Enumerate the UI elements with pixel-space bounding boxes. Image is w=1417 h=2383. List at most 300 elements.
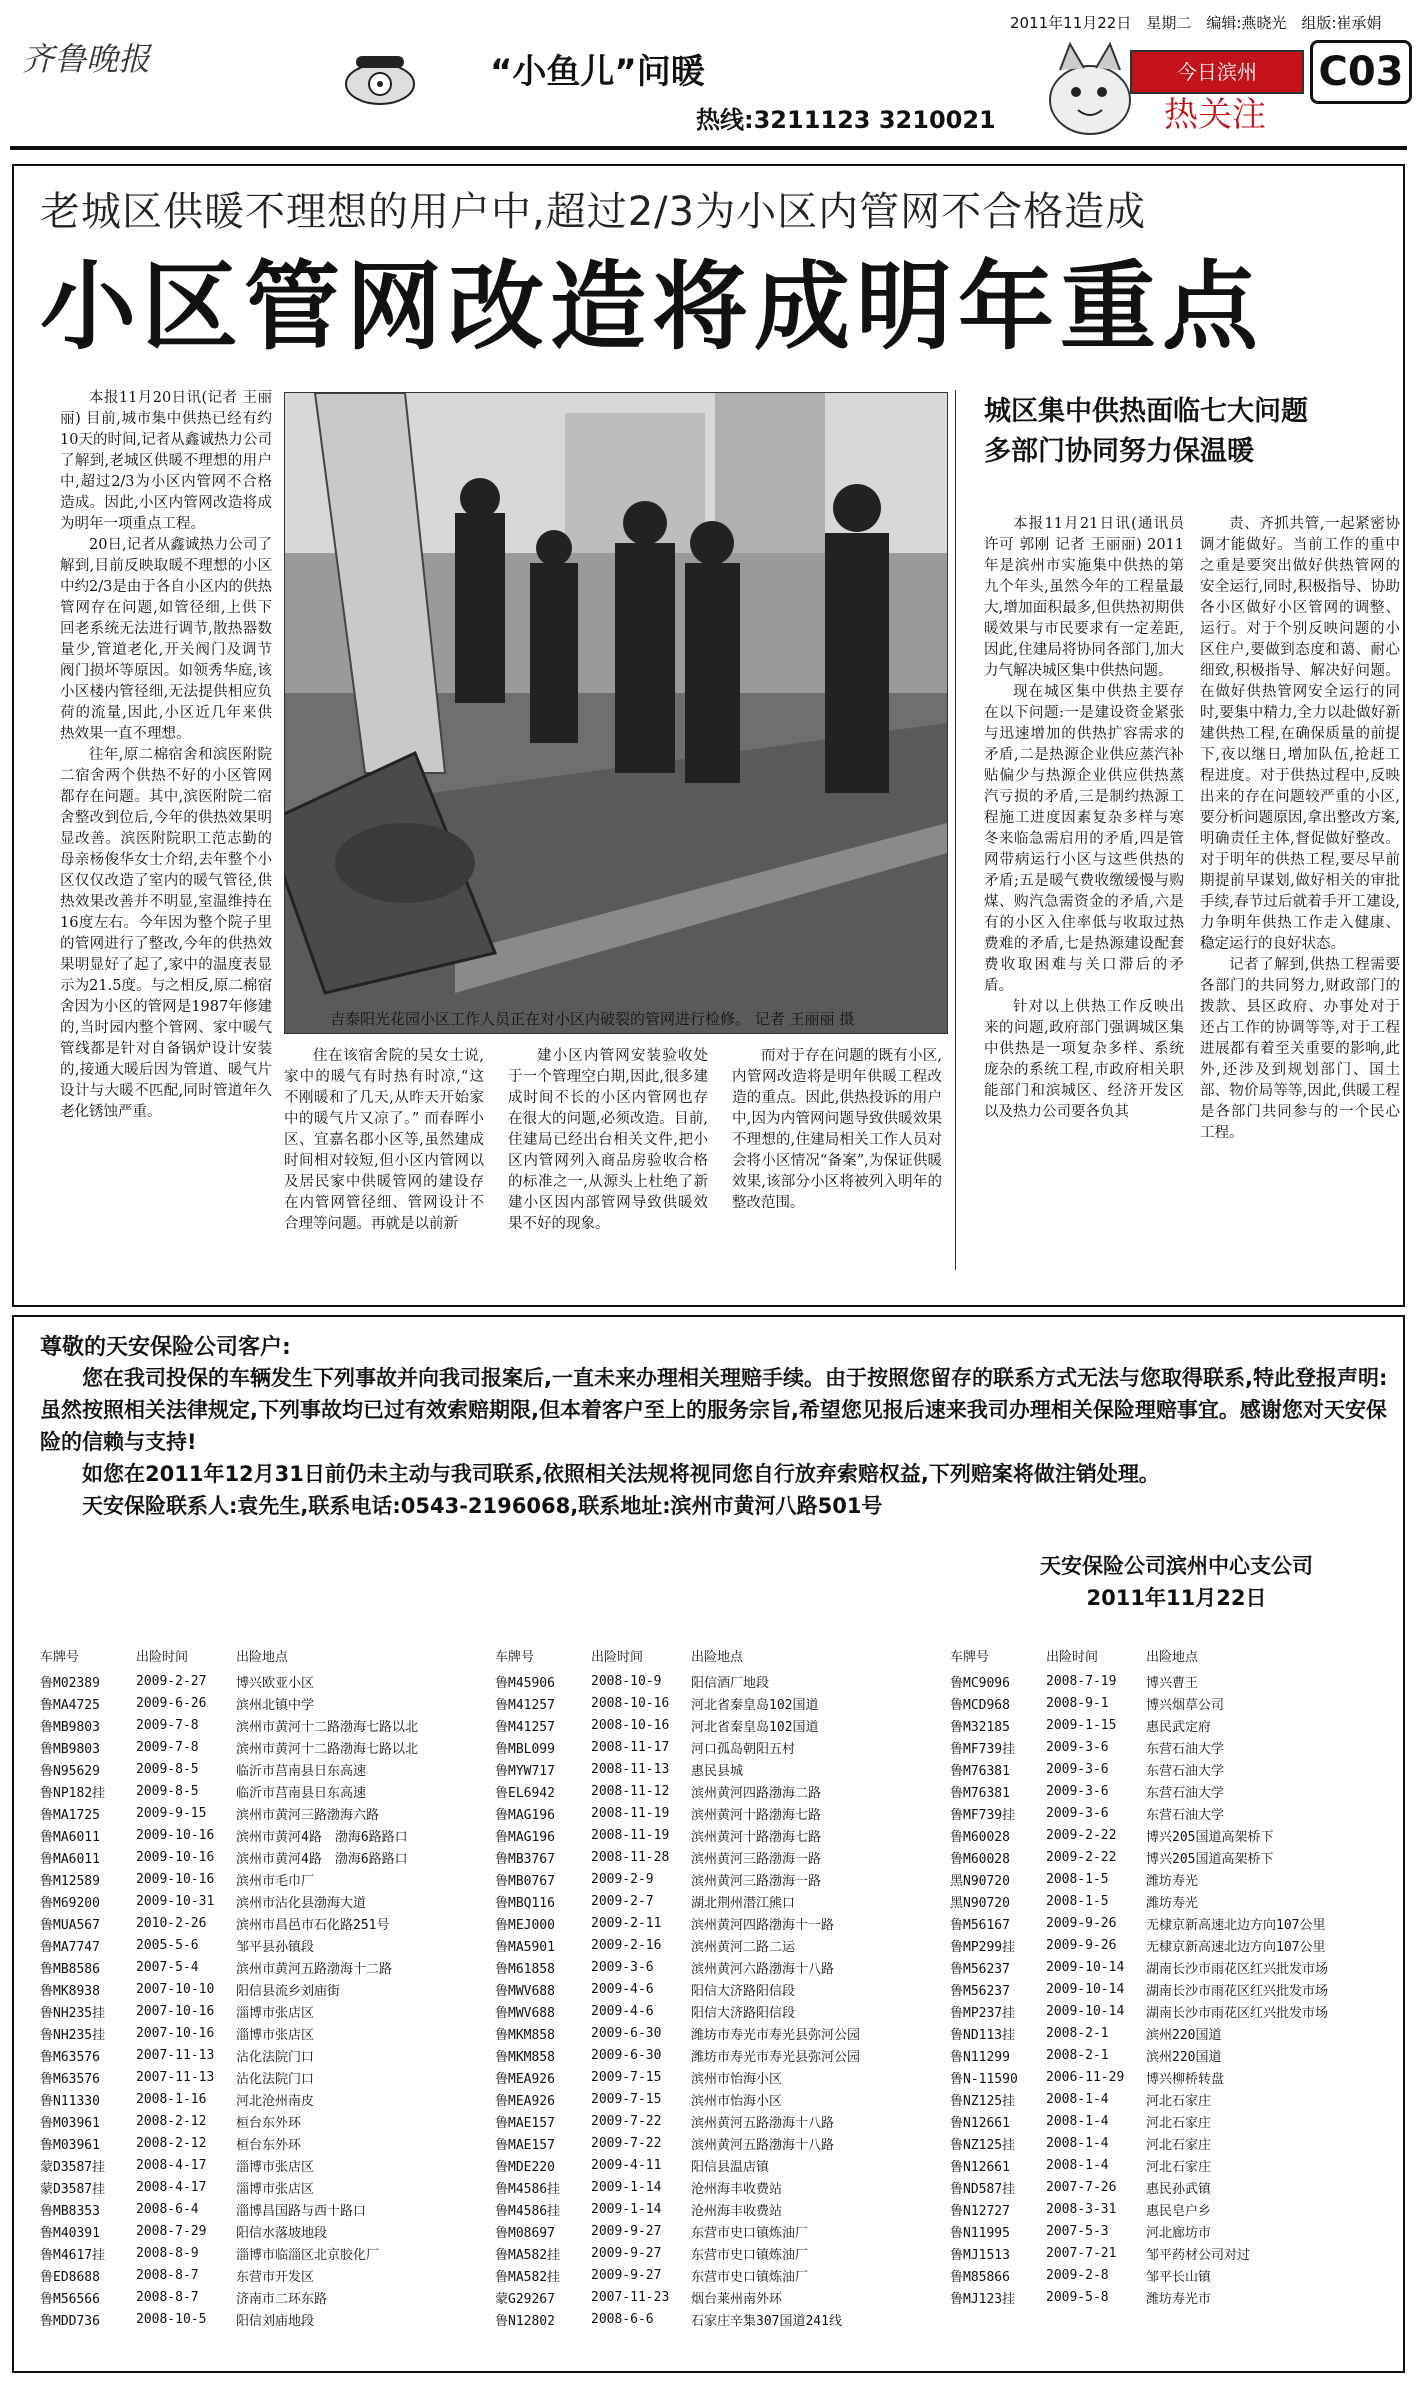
- accident-location: 滨州市毛巾厂: [236, 1873, 315, 1889]
- accident-location: 湖北荆州潜江熊口: [691, 1895, 796, 1911]
- plate-number: 鲁MBQ116: [495, 1895, 555, 1911]
- accident-date: 2008-10-9: [591, 1673, 662, 1689]
- accident-date: 2007-7-21: [1046, 2245, 1117, 2261]
- plate-number: 鲁MWV688: [495, 2005, 555, 2021]
- table-row: [40, 2044, 476, 2066]
- accident-date: 2008-3-31: [1046, 2201, 1117, 2217]
- accident-date: 2008-2-1: [1046, 2047, 1109, 2063]
- accident-date: 2007-11-13: [136, 2069, 215, 2085]
- accident-location: 湖南长沙市雨花区红兴批发市场: [1146, 2005, 1329, 2021]
- accident-date: 2009-4-6: [591, 1981, 654, 1997]
- notice-paragraph: 您在我司投保的车辆发生下列事故并向我司报案后,一直未来办理相关理赔手续。由于按照您留存的联系方式无法与您取得联系,特此登报声明:虽然按照相关法律规定,下列事故均已过有效索赔期限,但本着客户至上的服务宗旨,希望您见报后速来我司办理相关保险理赔事宜。感谢您对天安保险的信赖与支持!: [40, 1366, 1388, 1454]
- accident-date: 2009-7-15: [591, 2069, 662, 2085]
- accident-date: 2007-11-23: [591, 2289, 670, 2305]
- accident-location: 邹平药材公司对过: [1146, 2247, 1251, 2263]
- accident-date: 2009-9-15: [136, 1805, 207, 1821]
- accident-date: 2009-6-30: [591, 2025, 662, 2041]
- accident-location: 河北石家庄: [1146, 2093, 1212, 2109]
- table-row: [950, 2264, 1386, 2286]
- plate-number: 鲁MDD736: [40, 2313, 100, 2329]
- plate-number: 鲁MJ1513: [950, 2247, 1010, 2263]
- table-row: [40, 1846, 476, 1868]
- accident-location: 阳信水落坡地段: [236, 2225, 328, 2241]
- table-row: [950, 2022, 1386, 2044]
- accident-location: 阳信酒厂地段: [691, 1675, 770, 1691]
- table-row: [950, 2110, 1386, 2132]
- accident-date: 2008-10-16: [591, 1695, 670, 1711]
- accident-location: 滨州市沾化县渤海大道: [236, 1895, 367, 1911]
- accident-date: 2009-4-6: [591, 2003, 654, 2019]
- table-row: [495, 2066, 931, 2088]
- accident-location: 惠民县城: [691, 1763, 744, 1779]
- accident-location: 滨州黄河十路渤海七路: [691, 1829, 822, 1845]
- table-row: [40, 2264, 476, 2286]
- plate-number: 鲁MA7747: [40, 1939, 100, 1955]
- accident-location: 惠民孙武镇: [1146, 2181, 1212, 2197]
- table-row: [40, 2110, 476, 2132]
- plate-number: 鲁N12661: [950, 2159, 1010, 2175]
- accident-location: 潍坊市寿光市寿光县弥河公园: [691, 2027, 861, 2043]
- accident-date: 2009-10-16: [136, 1849, 215, 1865]
- accident-date: 2009-7-8: [136, 1717, 199, 1733]
- table-row: [495, 1934, 931, 1956]
- notice-greeting: 尊敬的天安保险公司客户:: [40, 1335, 291, 1360]
- accident-location: 滨州市黄河三路渤海六路: [236, 1807, 380, 1823]
- table-row: [495, 1802, 931, 1824]
- table-row: [40, 1912, 476, 1934]
- accident-location: 滨州黄河三路渤海一路: [691, 1851, 822, 1867]
- accident-date: 2009-7-22: [591, 2113, 662, 2129]
- table-row: [950, 1890, 1386, 1912]
- plate-number: 鲁N12802: [495, 2313, 555, 2329]
- plate-number: 蒙D3587挂: [40, 2181, 106, 2197]
- accident-location: 临沂市莒南县日东高速: [236, 1763, 367, 1779]
- table-row: [950, 2220, 1386, 2242]
- table-row: [40, 1736, 476, 1758]
- accident-date: 2009-2-27: [136, 1673, 207, 1689]
- accident-date: 2008-6-4: [136, 2201, 199, 2217]
- header-plate: 车牌号: [950, 1649, 990, 1665]
- table-row: [950, 1824, 1386, 1846]
- sidebar-column-2: [1200, 514, 1400, 1274]
- accident-location: 淄博市张店区: [236, 2181, 315, 2197]
- accident-location: 滨州黄河四路渤海十一路: [691, 1917, 835, 1933]
- accident-date: 2005-5-6: [136, 1937, 199, 1953]
- plate-number: 鲁M85866: [950, 2269, 1010, 2285]
- accident-location: 河口孤岛朝阳五村: [691, 1741, 796, 1757]
- header-rule: [10, 146, 1407, 150]
- accident-date: 2008-1-16: [136, 2091, 207, 2107]
- table-row: [495, 1670, 931, 1692]
- table-row: [950, 1736, 1386, 1758]
- plate-number: 鲁NZ125挂: [950, 2093, 1016, 2109]
- plate-number: 鲁MB0767: [495, 1873, 555, 1889]
- accident-location: 阳信县流乡刘庙街: [236, 1983, 341, 1999]
- section-hot-label: 热关注: [1164, 95, 1266, 135]
- table-row: [495, 2044, 931, 2066]
- accident-location: 河北廊坊市: [1146, 2225, 1212, 2241]
- accident-date: 2007-11-13: [136, 2047, 215, 2063]
- accident-date: 2009-9-26: [1046, 1937, 1117, 1953]
- table-row: [40, 1780, 476, 1802]
- table-row: [40, 2198, 476, 2220]
- plate-number: 鲁M76381: [950, 1785, 1010, 1801]
- header-plate: 车牌号: [40, 1649, 80, 1665]
- accident-location: 临沂市莒南县日东高速: [236, 1785, 367, 1801]
- plate-number: 鲁N11995: [950, 2225, 1010, 2241]
- plate-number: 鲁MEJ000: [495, 1917, 555, 1933]
- accident-date: 2009-9-27: [591, 2267, 662, 2283]
- plate-number: 鲁MP237挂: [950, 2005, 1016, 2021]
- plate-number: 鲁M63576: [40, 2049, 100, 2065]
- accident-location: 滨州市黄河4路 渤海6路路口: [236, 1829, 408, 1845]
- table-row: [495, 2176, 931, 2198]
- accident-date: 2008-9-1: [1046, 1695, 1109, 1711]
- article-column-2: [284, 1046, 484, 1286]
- plate-number: 鲁M08697: [495, 2225, 555, 2241]
- signer-org: 天安保险公司滨州中心支公司: [1040, 1554, 1313, 1578]
- accident-location: 惠民皂户乡: [1146, 2203, 1212, 2219]
- plate-number: 鲁M41257: [495, 1697, 555, 1713]
- table-row: [950, 1802, 1386, 1824]
- plate-number: 鲁MA6011: [40, 1851, 100, 1867]
- plate-number: 鲁M03961: [40, 2137, 100, 2153]
- accident-location: 阳信县温店镇: [691, 2159, 770, 2175]
- plate-number: 鲁M76381: [950, 1763, 1010, 1779]
- table-row: [950, 1868, 1386, 1890]
- table-row: [495, 2198, 931, 2220]
- accident-date: 2009-9-27: [591, 2245, 662, 2261]
- table-row: [950, 1956, 1386, 1978]
- plate-number: 鲁M56566: [40, 2291, 100, 2307]
- plate-number: 鲁M60028: [950, 1829, 1010, 1845]
- table-row: [950, 2198, 1386, 2220]
- article-paragraph: 而对于存在问题的既有小区,内管网改造将是明年供暖工程改造的重点。因此,供热投诉的用户中,因为内管网问题导致供暖效果不理想的,住建局相关工作人员对会将小区情况“备案”,为保证供暖效果,该部分小区将被列入明年的整改范围。: [732, 1048, 942, 1211]
- accident-date: 2009-9-27: [591, 2223, 662, 2239]
- accident-location: 东营市史口镇炼油厂: [691, 2269, 809, 2285]
- notice-paragraph: 如您在2011年12月31日前仍未主动与我司联系,依照相关法规将视同您自行放弃索赔权益,下列赔案将做注销处理。: [82, 1462, 1160, 1486]
- accident-location: 滨州黄河二路二运: [691, 1939, 796, 1955]
- telephone-icon: [340, 34, 420, 114]
- photo-caption: 吉泰阳光花园小区工作人员正在对小区内破裂的管网进行检修。 记者 王丽丽 摄: [330, 1010, 855, 1028]
- hotline-numbers: 热线:3211123 3210021: [696, 106, 996, 134]
- table-row: [495, 1912, 931, 1934]
- accident-date: 2007-5-4: [136, 1959, 199, 1975]
- accident-location: 无棣京新高速北边方向107公里: [1146, 1939, 1326, 1955]
- accident-location: 滨州黄河四路渤海二路: [691, 1785, 822, 1801]
- table-row: [495, 2110, 931, 2132]
- accident-date: 2008-11-19: [591, 1805, 670, 1821]
- table-row: [495, 2132, 931, 2154]
- plate-number: 鲁MCD968: [950, 1697, 1010, 1713]
- accident-location: 潍坊寿光: [1146, 1895, 1199, 1911]
- accident-date: 2008-1-5: [1046, 1871, 1109, 1887]
- accident-location: 沧州海丰收费站: [691, 2203, 783, 2219]
- table-row: [495, 1846, 931, 1868]
- accident-location: 滨州黄河五路渤海十八路: [691, 2115, 835, 2131]
- table-row: [495, 2088, 931, 2110]
- accident-location: 河北石家庄: [1146, 2137, 1212, 2153]
- accident-date: 2009-8-5: [136, 1761, 199, 1777]
- table-row: [495, 2242, 931, 2264]
- plate-number: 鲁N-11590: [950, 2071, 1018, 2087]
- accident-date: 2008-1-4: [1046, 2091, 1109, 2107]
- plate-number: 鲁N12661: [950, 2115, 1010, 2131]
- accident-location: 河北石家庄: [1146, 2159, 1212, 2175]
- article-paragraph: 建小区内管网安装验收处于一个管理空白期,因此,很多建成时间不长的小区内管网也存在很大的问题,必须改造。目前,住建局已经出台相关文件,把小区内管网列入商品房验收合格的标准之一,从源头上杜绝了新建小区因内部管网导致供暖效果不好的现象。: [508, 1048, 708, 1232]
- article-paragraph: 往年,原二棉宿舍和滨医附院二宿舍两个供热不好的小区管网都存在问题。其中,滨医附院二宿舍整改到位后,今年的供热效果明显改善。滨医附院职工范志勤的母亲杨俊华女士介绍,去年整个小区仅仅改造了室内的暖气管径,供热效果改善并不明显,室温维持在16度左右。今年因为整个院子里的管网进行了整改,今年的供热效果明显好了起了,家中的温度表显示为21.5度。与之相反,原二棉宿舍因为小区的管网是1987年修建的,当时园内整个管网、家中暖气管线都是针对自备锅炉设计安装的,接通大暖后因为管道、暖气片设计与大暖不匹配,同时管道年久老化锈蚀严重。: [60, 747, 272, 1120]
- accident-date: 2009-2-9: [591, 1871, 654, 1887]
- accident-location: 石家庄辛集307国道241线: [691, 2313, 842, 2329]
- table-row: [40, 2022, 476, 2044]
- accident-location: 济南市二环东路: [236, 2291, 328, 2307]
- accident-location: 淄博市张店区: [236, 2027, 315, 2043]
- sidebar-headline: [984, 392, 1404, 472]
- accident-location: 滨州市怡海小区: [691, 2093, 783, 2109]
- accident-date: 2007-7-26: [1046, 2179, 1117, 2195]
- accident-date: 2009-6-30: [591, 2047, 662, 2063]
- plate-number: 鲁MA5901: [495, 1939, 555, 1955]
- table-row: [950, 1912, 1386, 1934]
- table-row: [40, 2220, 476, 2242]
- accident-location: 滨州市黄河五路渤海十二路: [236, 1961, 393, 1977]
- accident-location: 东营市开发区: [236, 2269, 315, 2285]
- accident-location: 淄博市张店区: [236, 2159, 315, 2175]
- header-location: 出险地点: [691, 1649, 744, 1665]
- plate-number: 蒙D3587挂: [40, 2159, 106, 2175]
- table-row: [950, 2000, 1386, 2022]
- accident-location: 滨州北镇中学: [236, 1697, 315, 1713]
- accident-date: 2008-2-1: [1046, 2025, 1109, 2041]
- table-row: [495, 1780, 931, 1802]
- table-row: [40, 2000, 476, 2022]
- table-row: [950, 1670, 1386, 1692]
- plate-number: 鲁MUA567: [40, 1917, 100, 1933]
- article-column-1: [60, 388, 272, 1268]
- accident-location: 邹平县孙镇段: [236, 1939, 315, 1955]
- accident-location: 沾化法院门口: [236, 2049, 315, 2065]
- plate-number: 鲁M40391: [40, 2225, 100, 2241]
- table-row: [950, 1978, 1386, 2000]
- plate-number: 鲁MBL099: [495, 1741, 555, 1757]
- accident-date: 2008-11-28: [591, 1849, 670, 1865]
- table-row: [495, 2000, 931, 2022]
- accident-location: 博兴柳桥转盘: [1146, 2071, 1225, 2087]
- signer-date: 2011年11月22日: [1086, 1586, 1267, 1610]
- plate-number: 黑N90720: [950, 1895, 1010, 1911]
- header-date: 出险时间: [136, 1649, 189, 1665]
- plate-number: 鲁MEA926: [495, 2071, 555, 2087]
- accident-date: 2009-3-6: [1046, 1783, 1109, 1799]
- plate-number: 鲁MK8938: [40, 1983, 100, 1999]
- plate-number: 鲁M4586挂: [495, 2203, 561, 2219]
- header-location: 出险地点: [1146, 1649, 1199, 1665]
- accident-date: 2008-1-4: [1046, 2157, 1109, 2173]
- plate-number: 鲁MWV688: [495, 1983, 555, 1999]
- plate-number: 鲁EL6942: [495, 1785, 555, 1801]
- accident-date: 2008-2-12: [136, 2135, 207, 2151]
- accident-location: 博兴205国道高架桥下: [1146, 1829, 1274, 1845]
- newspaper-logo: 齐鲁晚报: [22, 40, 151, 78]
- accident-date: 2009-1-14: [591, 2179, 662, 2195]
- plate-number: 鲁M02389: [40, 1675, 100, 1691]
- table-row: [40, 1934, 476, 1956]
- accident-date: 2008-1-4: [1046, 2113, 1109, 2129]
- table-row: [495, 2264, 931, 2286]
- sidebar-column-1: [984, 514, 1184, 1274]
- plate-number: 鲁MB8586: [40, 1961, 100, 1977]
- plate-number: 鲁MC9096: [950, 1675, 1010, 1691]
- sidebar-paragraph: 针对以上供热工作反映出来的问题,政府部门强调城区集中供热是一项复杂多样、系统庞杂的系统工程,市政府相关职能部门和滨城区、经济开发区以及热力公司要各负其: [984, 999, 1184, 1120]
- plate-number: 鲁NP182挂: [40, 1785, 106, 1801]
- table-row: [495, 1736, 931, 1758]
- plate-number: 鲁MF739挂: [950, 1807, 1016, 1823]
- accident-date: 2008-7-29: [136, 2223, 207, 2239]
- plate-number: 鲁MB8353: [40, 2203, 100, 2219]
- sidebar-title-line-2: 多部门协同努力保温暖: [984, 436, 1254, 467]
- page-number: C03: [1310, 40, 1412, 104]
- notice-signature: [1040, 1550, 1313, 1614]
- accident-location: 博兴205国道高架桥下: [1146, 1851, 1274, 1867]
- plate-number: 鲁M03961: [40, 2115, 100, 2131]
- accident-date: 2009-3-6: [1046, 1805, 1109, 1821]
- table-row: [950, 1780, 1386, 1802]
- table-row: [495, 2220, 931, 2242]
- table-row: [950, 2088, 1386, 2110]
- table-row: [950, 2176, 1386, 2198]
- accident-date: 2009-3-6: [1046, 1761, 1109, 1777]
- accident-date: 2008-1-5: [1046, 1893, 1109, 1909]
- accident-date: 2009-10-14: [1046, 1981, 1125, 1997]
- table-row: [950, 1692, 1386, 1714]
- plate-number: 鲁MP299挂: [950, 1939, 1016, 1955]
- table-row: [950, 2242, 1386, 2264]
- table-row: [40, 1714, 476, 1736]
- accident-date: 2007-10-10: [136, 1981, 215, 1997]
- plate-number: 鲁MB9803: [40, 1741, 100, 1757]
- accident-date: 2008-10-5: [136, 2311, 207, 2327]
- plate-number: 鲁M4586挂: [495, 2181, 561, 2197]
- table-row: [495, 1956, 931, 1978]
- claims-table-1: [40, 1640, 480, 2330]
- accident-date: 2009-1-14: [591, 2201, 662, 2217]
- plate-number: 鲁M4617挂: [40, 2247, 106, 2263]
- table-row: [40, 1824, 476, 1846]
- plate-number: 鲁MA582挂: [495, 2269, 561, 2285]
- header-plate: 车牌号: [495, 1649, 535, 1665]
- accident-date: 2009-10-14: [1046, 2003, 1125, 2019]
- plate-number: 鲁N11299: [950, 2049, 1010, 2065]
- news-photo: [284, 392, 948, 1034]
- accident-location: 桓台东外环: [236, 2137, 302, 2153]
- plate-number: 鲁MAG196: [495, 1829, 555, 1845]
- accident-date: 2009-7-8: [136, 1739, 199, 1755]
- accident-location: 滨州黄河五路渤海十八路: [691, 2137, 835, 2153]
- article-subhead: 老城区供暖不理想的用户中,超过2/3为小区内管网不合格造成: [40, 189, 1147, 235]
- plate-number: 鲁N12727: [950, 2203, 1010, 2219]
- accident-date: 2009-2-16: [591, 1937, 662, 1953]
- plate-number: 鲁M32185: [950, 1719, 1010, 1735]
- accident-location: 东营石油大学: [1146, 1741, 1225, 1757]
- plate-number: 鲁MB3767: [495, 1851, 555, 1867]
- accident-location: 滨州市怡海小区: [691, 2071, 783, 2087]
- accident-date: 2009-3-6: [591, 1959, 654, 1975]
- table-row: [40, 2308, 476, 2330]
- plate-number: 鲁MAG196: [495, 1807, 555, 1823]
- table-row: [495, 1978, 931, 2000]
- plate-number: 鲁M56237: [950, 1983, 1010, 1999]
- accident-date: 2008-7-19: [1046, 1673, 1117, 1689]
- table-row: [495, 1714, 931, 1736]
- plate-number: 鲁MA582挂: [495, 2247, 561, 2263]
- article-paragraph: 20日,记者从鑫诚热力公司了解到,目前反映取暖不理想的小区中约2/3是由于各自小区内的供热管网存在问题,如管径细,上供下回老系统无法进行调节,散热器数量少,管道老化,开关阀门及调节阀门损坏等原因。如领秀华庭,该小区楼内管径细,无法提供相应负荷的流量,因此,小区近几年来供热效果一直不理想。: [60, 537, 272, 742]
- table-row: [40, 1868, 476, 1890]
- accident-date: 2009-6-26: [136, 1695, 207, 1711]
- accident-location: 河北省秦皇岛102国道: [691, 1697, 819, 1713]
- accident-location: 东营石油大学: [1146, 1763, 1225, 1779]
- table-row: [950, 1934, 1386, 1956]
- table-row: [950, 1714, 1386, 1736]
- accident-date: 2008-11-13: [591, 1761, 670, 1777]
- accident-location: 烟台莱州南外环: [691, 2291, 783, 2307]
- accident-location: 滨州市黄河十二路渤海七路以北: [236, 1719, 419, 1735]
- accident-location: 东营石油大学: [1146, 1785, 1225, 1801]
- plate-number: 鲁M63576: [40, 2071, 100, 2087]
- table-row: [495, 1890, 931, 1912]
- accident-location: 滨州黄河六路渤海十八路: [691, 1961, 835, 1977]
- accident-location: 滨州220国道: [1146, 2049, 1222, 2065]
- table-row: [495, 2154, 931, 2176]
- accident-date: 2008-10-16: [591, 1717, 670, 1733]
- table-row: [495, 1868, 931, 1890]
- accident-date: 2006-11-29: [1046, 2069, 1125, 2085]
- plate-number: 鲁MJ123挂: [950, 2291, 1016, 2307]
- accident-location: 滨州220国道: [1146, 2027, 1222, 2043]
- accident-location: 湖南长沙市雨花区红兴批发市场: [1146, 1983, 1329, 1999]
- accident-date: 2009-4-11: [591, 2157, 662, 2173]
- accident-location: 滨州市黄河十二路渤海七路以北: [236, 1741, 419, 1757]
- accident-location: 滨州市昌邑市石化路251号: [236, 1917, 390, 1933]
- accident-location: 滨州市黄河4路 渤海6路路口: [236, 1851, 408, 1867]
- table-row: [40, 2132, 476, 2154]
- table-row: [950, 2066, 1386, 2088]
- accident-location: 博兴曹王: [1146, 1675, 1199, 1691]
- table-row: [495, 2286, 931, 2308]
- plate-number: 鲁MYW717: [495, 1763, 555, 1779]
- plate-number: 鲁MB9803: [40, 1719, 100, 1735]
- plate-number: 鲁ND113挂: [950, 2027, 1016, 2043]
- plate-number: 鲁M61858: [495, 1961, 555, 1977]
- table-row: [40, 1956, 476, 1978]
- table-row: [950, 2286, 1386, 2308]
- article-paragraph: 本报11月20日讯(记者 王丽丽) 目前,城市集中供热已经有约10天的时间,记者从鑫诚热力公司了解到,老城区供暖不理想的用户中,超过2/3为小区内管网不合格造成。因此,小区内管网改造将成为明年一项重点工程。: [60, 390, 272, 532]
- accident-date: 2009-10-31: [136, 1893, 215, 1909]
- plate-number: 鲁M69200: [40, 1895, 100, 1911]
- article-headline: 小区管网改造将成明年重点: [40, 251, 1264, 363]
- accident-location: 河北省秦皇岛102国道: [691, 1719, 819, 1735]
- accident-date: 2010-2-26: [136, 1915, 207, 1931]
- table-row: [40, 2242, 476, 2264]
- claims-table-2: [495, 1640, 935, 2330]
- notice-body: [40, 1362, 1390, 1522]
- accident-date: 2009-9-26: [1046, 1915, 1117, 1931]
- article-column-4: [732, 1046, 942, 1286]
- header-date: 出险时间: [591, 1649, 644, 1665]
- accident-location: 东营石油大学: [1146, 1807, 1225, 1823]
- notice-contact: 天安保险联系人:袁先生,联系电话:0543-2196068,联系地址:滨州市黄河八路501号: [82, 1494, 883, 1518]
- accident-location: 湖南长沙市雨花区红兴批发市场: [1146, 1961, 1329, 1977]
- accident-date: 2008-1-4: [1046, 2135, 1109, 2151]
